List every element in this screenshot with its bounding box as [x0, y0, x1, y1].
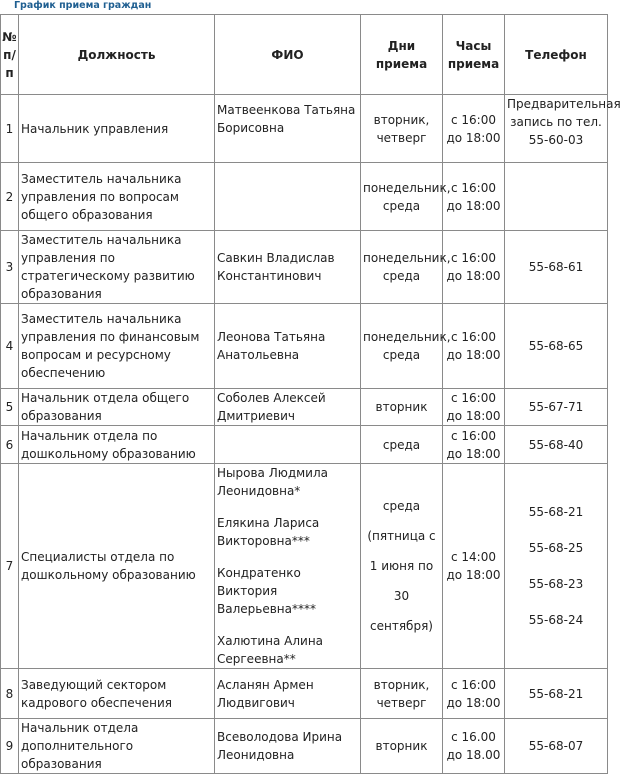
header-days: Дни приема	[361, 15, 443, 95]
row-hours: с 16:00 до 18:00	[443, 426, 505, 464]
row-phone: 55-68-40	[505, 426, 608, 464]
row-phone: Предварительная запись по тел. 55-60-03	[505, 95, 608, 163]
header-row	[1, 15, 608, 95]
row-days: вторник, четверг	[361, 95, 443, 163]
row-num: 7	[1, 464, 19, 669]
row-position: Начальник отдела общего образования	[19, 389, 215, 426]
row-days: среда	[361, 426, 443, 464]
table-row	[1, 231, 608, 304]
row-num: 8	[1, 669, 19, 719]
header-hours: Часы приема	[443, 15, 505, 95]
specialist-name: Елякина Лариса Викторовна***	[217, 516, 320, 548]
days-note: (пятница с 1 июня по 30 сентября)	[367, 529, 436, 633]
row-days: вторник	[361, 389, 443, 426]
row-num: 9	[1, 719, 19, 774]
row-position: Начальник отдела по дошкольному образованию	[19, 426, 215, 464]
table-row	[1, 464, 608, 669]
row-name: Савкин Владислав Константинович	[215, 231, 361, 304]
row-days: вторник, четверг	[361, 669, 443, 719]
row-days: понедельник, среда	[361, 304, 443, 389]
table-row	[1, 163, 608, 231]
header-position: Должность	[19, 15, 215, 95]
row-hours: с 16.00 до 18.00	[443, 719, 505, 774]
table-row	[1, 669, 608, 719]
table-row	[1, 304, 608, 389]
row-num: 3	[1, 231, 19, 304]
row-num: 4	[1, 304, 19, 389]
row-name-list	[215, 464, 361, 669]
row-hours: с 16:00 до 18:00	[443, 304, 505, 389]
row-name	[215, 163, 361, 231]
header-num: № п/п	[1, 15, 19, 95]
row-num: 2	[1, 163, 19, 231]
row-days: вторник	[361, 719, 443, 774]
row-days: понедельник, среда	[361, 231, 443, 304]
specialist-phone: 55-68-23	[528, 577, 584, 591]
row-position: Заместитель начальника управления по стратегическому развитию образования	[19, 231, 215, 304]
table-row	[1, 95, 608, 163]
specialist-phone: 55-68-24	[528, 613, 584, 627]
row-name: Асланян Армен Людвигович	[215, 669, 361, 719]
specialist-phone: 55-68-21	[528, 505, 584, 519]
row-hours: с 16:00 до 18:00	[443, 95, 505, 163]
table-row	[1, 389, 608, 426]
row-hours: с 16:00 до 18:00	[443, 163, 505, 231]
header-phone: Телефон	[505, 15, 608, 95]
days-main: среда	[382, 499, 421, 513]
header-name: ФИО	[215, 15, 361, 95]
row-hours: с 14:00 до 18:00	[443, 464, 505, 669]
row-phone: 55-68-21	[505, 669, 608, 719]
row-position: Начальник управления	[19, 95, 215, 163]
row-phone: 55-68-65	[505, 304, 608, 389]
row-phone	[505, 163, 608, 231]
specialist-phone: 55-68-25	[528, 541, 584, 555]
row-position: Начальник отдела дополнительного образования	[19, 719, 215, 774]
row-phone: 55-68-61	[505, 231, 608, 304]
specialist-name: Кондратенко Виктория Валерьевна****	[217, 566, 316, 616]
table-row	[1, 719, 608, 774]
table-row	[1, 426, 608, 464]
row-name: Матвеенкова Татьяна Борисовна	[215, 95, 361, 163]
row-hours: с 16:00 до 18:00	[443, 231, 505, 304]
specialist-name: Халютина Алина Сергеевна**	[217, 634, 324, 666]
row-num: 6	[1, 426, 19, 464]
row-position: Заведующий сектором кадрового обеспечения	[19, 669, 215, 719]
row-hours: с 16:00 до 18:00	[443, 669, 505, 719]
row-position: Заместитель начальника управления по финансовым вопросам и ресурсному обеспечению	[19, 304, 215, 389]
row-name	[215, 426, 361, 464]
row-hours: с 16:00 до 18:00	[443, 389, 505, 426]
row-days: понедельник, среда	[361, 163, 443, 231]
reception-schedule-table	[0, 14, 621, 774]
row-name: Соболев Алексей Дмитриевич	[215, 389, 361, 426]
row-num: 1	[1, 95, 19, 163]
row-num: 5	[1, 389, 19, 426]
row-days	[361, 464, 443, 669]
row-position: Заместитель начальника управления по вопросам общего образования	[19, 163, 215, 231]
specialist-name: Нырова Людмила Леонидовна*	[217, 466, 328, 498]
row-phone: 55-68-07	[505, 719, 608, 774]
row-name: Всеволодова Ирина Леонидовна	[215, 719, 361, 774]
row-phone: 55-67-71	[505, 389, 608, 426]
page-title: График приема граждан	[14, 0, 152, 11]
row-phone-list	[505, 464, 608, 669]
row-name: Леонова Татьяна Анатольевна	[215, 304, 361, 389]
row-position: Специалисты отдела по дошкольному образованию	[19, 464, 215, 669]
